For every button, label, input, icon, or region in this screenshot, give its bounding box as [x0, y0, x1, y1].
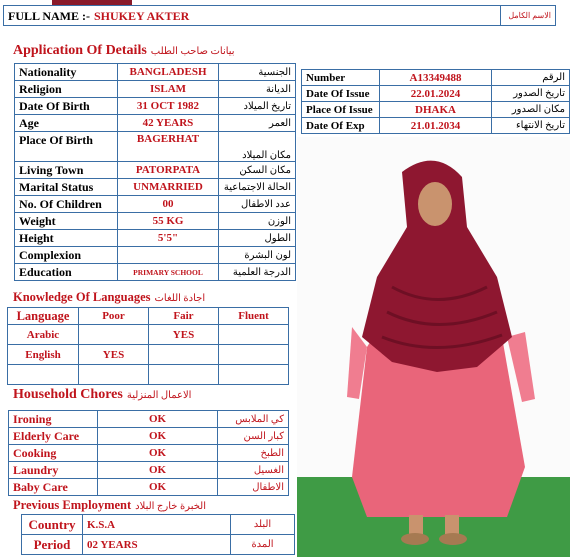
table-row	[8, 345, 289, 365]
chore-label-ar: الغسيل	[218, 462, 289, 479]
row-value: DHAKA	[380, 102, 492, 118]
empty-cell	[79, 365, 149, 385]
row-label-ar: لون البشرة	[219, 247, 296, 264]
application-title: Application Of Details	[13, 43, 147, 58]
row-label-ar: الطول	[219, 230, 296, 247]
row-label: Living Town	[15, 162, 118, 179]
row-value: 00	[118, 196, 219, 213]
employment-heading	[13, 498, 206, 513]
row-label: Marital Status	[15, 179, 118, 196]
chore-label-ar: كبار السن	[218, 428, 289, 445]
passport-table	[301, 69, 570, 134]
chore-label: Cooking	[9, 445, 98, 462]
employment-label: Country	[22, 515, 83, 535]
column-header: Language	[8, 308, 79, 325]
table-row	[15, 98, 296, 115]
chore-value: OK	[98, 479, 218, 496]
language-name: Arabic	[8, 325, 79, 345]
row-value: 22.01.2024	[380, 86, 492, 102]
row-label-ar: العمر	[219, 115, 296, 132]
row-label-ar: مكان الميلاد	[219, 132, 296, 162]
row-value: UNMARRIED	[118, 179, 219, 196]
chores-title-ar: الاعمال المنزلية	[126, 390, 192, 401]
row-value: 42 YEARS	[118, 115, 219, 132]
employment-label-ar: المدة	[231, 535, 295, 555]
language-fluent	[219, 345, 289, 365]
language-fair: YES	[149, 325, 219, 345]
row-label-ar: الحالة الاجتماعية	[219, 179, 296, 196]
employment-value: K.S.A	[83, 515, 231, 535]
chore-label: Elderly Care	[9, 428, 98, 445]
language-fair	[149, 345, 219, 365]
row-value: BANGLADESH	[118, 64, 219, 81]
row-label: Nationality	[15, 64, 118, 81]
application-table	[14, 63, 296, 281]
row-value	[118, 247, 219, 264]
row-label-ar: تاريخ الميلاد	[219, 98, 296, 115]
row-value: PRIMARY SCHOOL	[118, 264, 219, 281]
empty-cell	[149, 365, 219, 385]
language-poor: YES	[79, 345, 149, 365]
table-row	[15, 247, 296, 264]
chore-label: Ironing	[9, 411, 98, 428]
employment-table	[21, 514, 295, 555]
full-name-value: SHUKEY AKTER	[94, 8, 190, 23]
table-row	[9, 411, 289, 428]
language-name: English	[8, 345, 79, 365]
column-header: Fair	[149, 308, 219, 325]
row-value: BAGERHAT	[118, 132, 219, 162]
chores-heading	[13, 387, 191, 403]
empty-cell	[219, 365, 289, 385]
row-label: Number	[302, 70, 380, 86]
full-name-cell	[4, 6, 501, 26]
empty-cell	[8, 365, 79, 385]
row-label: Place Of Issue	[302, 102, 380, 118]
chore-value: OK	[98, 462, 218, 479]
application-title-ar: بيانات صاحب الطلب	[150, 46, 235, 57]
table-row	[9, 462, 289, 479]
chores-title: Household Chores	[13, 387, 123, 402]
full-name-label: FULL NAME :-	[8, 8, 90, 23]
column-header: Fluent	[219, 308, 289, 325]
row-label: No. Of Children	[15, 196, 118, 213]
row-label: Place Of Birth	[15, 132, 118, 162]
languages-title: Knowledge Of Languages	[13, 290, 151, 304]
table-row	[15, 162, 296, 179]
table-row	[8, 325, 289, 345]
portrait-photo	[297, 137, 570, 557]
portrait-illustration	[297, 137, 570, 557]
table-row	[15, 132, 296, 162]
row-value: 55 KG	[118, 213, 219, 230]
employment-label-ar: البلد	[231, 515, 295, 535]
table-row	[302, 102, 570, 118]
table-row	[22, 535, 295, 555]
row-label-ar: الرقم	[492, 70, 570, 86]
table-row	[302, 70, 570, 86]
table-row	[22, 515, 295, 535]
table-row	[15, 64, 296, 81]
row-label-ar: تاريخ الانتهاء	[492, 118, 570, 134]
row-label-ar: تاريخ الصدور	[492, 86, 570, 102]
table-row	[302, 86, 570, 102]
row-label-ar: مكان السكن	[219, 162, 296, 179]
row-label-ar: الوزن	[219, 213, 296, 230]
language-fluent	[219, 325, 289, 345]
row-label: Education	[15, 264, 118, 281]
employment-title-ar: الخبرة خارج البلاد	[135, 501, 207, 512]
employment-title: Previous Employment	[13, 498, 132, 512]
row-value: PATORPATA	[118, 162, 219, 179]
table-row	[15, 196, 296, 213]
full-name-ar: الاسم الكامل	[501, 6, 556, 26]
table-row	[9, 479, 289, 496]
table-row	[15, 81, 296, 98]
table-row	[9, 445, 289, 462]
languages-table	[7, 307, 289, 385]
employment-value: 02 YEARS	[83, 535, 231, 555]
row-value: A13349488	[380, 70, 492, 86]
table-row	[15, 213, 296, 230]
row-label: Date Of Birth	[15, 98, 118, 115]
application-heading	[13, 43, 235, 59]
row-label-ar: الديانة	[219, 81, 296, 98]
table-row	[15, 230, 296, 247]
row-value: 21.01.2034	[380, 118, 492, 134]
language-poor	[79, 325, 149, 345]
chore-value: OK	[98, 428, 218, 445]
row-label: Religion	[15, 81, 118, 98]
chore-label-ar: الطبخ	[218, 445, 289, 462]
row-label: Age	[15, 115, 118, 132]
row-label-ar: عدد الاطفال	[219, 196, 296, 213]
row-value: 31 OCT 1982	[118, 98, 219, 115]
row-label: Height	[15, 230, 118, 247]
table-row	[15, 115, 296, 132]
table-row	[15, 264, 296, 281]
row-value: ISLAM	[118, 81, 219, 98]
table-row	[15, 179, 296, 196]
table-row	[8, 308, 289, 325]
employment-label: Period	[22, 535, 83, 555]
row-label: Complexion	[15, 247, 118, 264]
chore-label-ar: كي الملابس	[218, 411, 289, 428]
chores-table	[8, 410, 289, 496]
table-row	[302, 118, 570, 134]
row-label: Weight	[15, 213, 118, 230]
row-label-ar: الجنسية	[219, 64, 296, 81]
row-label-ar: مكان الصدور	[492, 102, 570, 118]
chore-label: Baby Care	[9, 479, 98, 496]
row-label-ar: الدرجة العلمية	[219, 264, 296, 281]
column-header: Poor	[79, 308, 149, 325]
chore-value: OK	[98, 411, 218, 428]
full-name-table	[3, 5, 556, 26]
table-row	[8, 365, 289, 385]
table-row	[9, 428, 289, 445]
row-label: Date Of Issue	[302, 86, 380, 102]
languages-heading	[13, 290, 205, 305]
chore-label-ar: الاطفال	[218, 479, 289, 496]
chore-label: Laundry	[9, 462, 98, 479]
row-label: Date Of Exp	[302, 118, 380, 134]
languages-title-ar: اجادة اللغات	[154, 293, 206, 304]
chore-value: OK	[98, 445, 218, 462]
row-value: 5'5"	[118, 230, 219, 247]
